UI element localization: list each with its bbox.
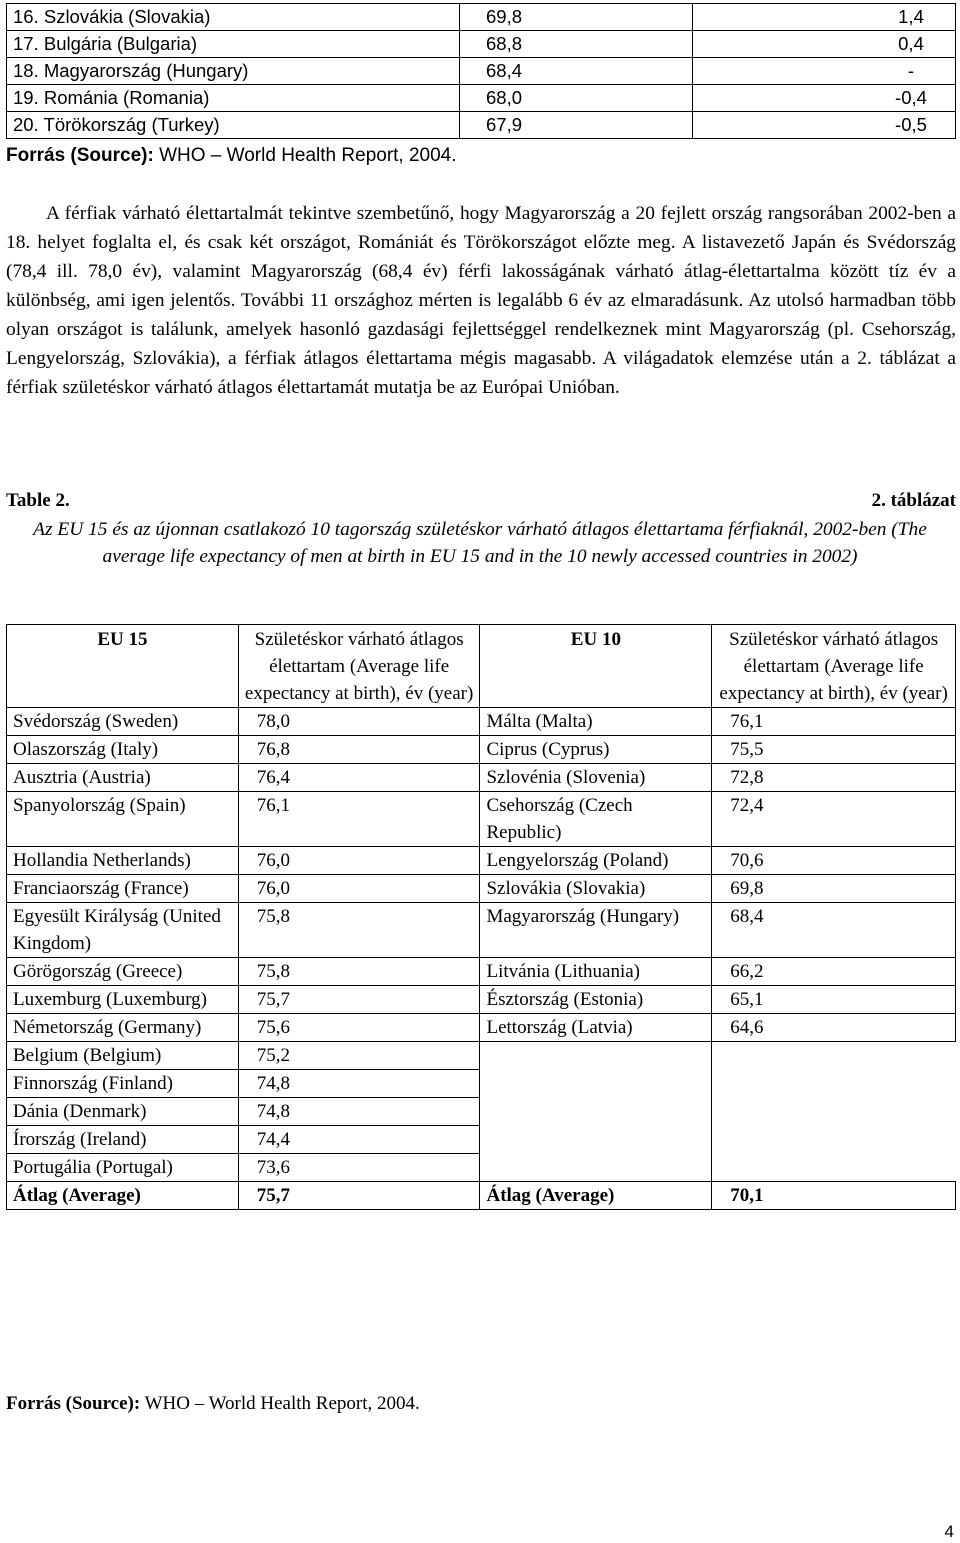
ranking-value: 68,8: [460, 31, 693, 58]
average-value-eu10: 70,1: [712, 1182, 956, 1210]
eu15-value: 74,4: [238, 1126, 480, 1154]
eu10-value: [712, 1154, 956, 1182]
table-row: [7, 1042, 956, 1070]
eu10-value: 72,8: [712, 764, 956, 792]
eu10-country: Lettország (Latvia): [480, 1014, 712, 1042]
eu10-value: 65,1: [712, 986, 956, 1014]
eu10-country: [480, 1126, 712, 1154]
eu10-value: 72,4: [712, 792, 956, 847]
ranking-diff: -0,4: [693, 85, 956, 112]
ranking-row: [7, 4, 956, 31]
eu15-country: Görögország (Greece): [7, 958, 239, 986]
eu15-country: Olaszország (Italy): [7, 736, 239, 764]
eu15-value: 75,2: [238, 1042, 480, 1070]
eu15-value: 76,4: [238, 764, 480, 792]
ranking-country: 18. Magyarország (Hungary): [7, 58, 460, 85]
eu10-value: [712, 1070, 956, 1098]
eu15-country: Finnország (Finland): [7, 1070, 239, 1098]
eu10-country: Szlovákia (Slovakia): [480, 875, 712, 903]
eu10-value: 64,6: [712, 1014, 956, 1042]
eu15-value: 78,0: [238, 708, 480, 736]
body-paragraph-text: A férfiak várható élettartalmát tekintve szembetűnő, hogy Magyarország a 20 fejlett ország rangsorában 2002-ben a 18. helyet foglalta el, és csak két országot, Romániát és Törökországot előzte meg. A listavezető Japán és Svédország (78,4 ill. 78,0 év), valamint Magyarország (68,4 év) férfi lakosságának várható átlag-élettartalma között tíz év a különbség, ami igen jelentős. További 11 országhoz mérten is legalább 6 év az elmaradásunk. Az utolsó harmadban több olyan országot is találunk, amelyek hasonló gazdasági fejlettséggel rendelkeznek mint Magyarország (pl. Csehország, Lengyelország, Szlovákia), a férfiak átlagos élettartama mégis magasabb. A világadatok elemzése után a 2. táblázat a férfiak születéskor várható átlagos élettartamát mutatja be az Európai Unióban.: [6, 203, 956, 398]
table-row: [7, 1098, 956, 1126]
eu15-country: Hollandia Netherlands): [7, 847, 239, 875]
eu10-value: 66,2: [712, 958, 956, 986]
ranking-diff: -0,5: [693, 112, 956, 139]
ranking-value: 67,9: [460, 112, 693, 139]
table-row: [7, 708, 956, 736]
header-eu10: EU 10: [480, 625, 712, 708]
table-row: [7, 792, 956, 847]
ranking-value: 69,8: [460, 4, 693, 31]
ranking-country: 16. Szlovákia (Slovakia): [7, 4, 460, 31]
eu15-value: 76,1: [238, 792, 480, 847]
ranking-diff: -: [693, 58, 956, 85]
eu15-value: 74,8: [238, 1070, 480, 1098]
table-row: [7, 764, 956, 792]
eu10-value: 75,5: [712, 736, 956, 764]
table-row: [7, 1014, 956, 1042]
table-average-row: [7, 1182, 956, 1210]
eu15-country: Egyesült Királyság (United Kingdom): [7, 903, 239, 958]
life-expectancy-table: [6, 624, 956, 1210]
eu10-value: [712, 1042, 956, 1070]
eu15-country: Luxemburg (Luxemburg): [7, 986, 239, 1014]
average-value-eu15: 75,7: [238, 1182, 480, 1210]
eu15-country: Németország (Germany): [7, 1014, 239, 1042]
eu10-country: Ciprus (Cyprus): [480, 736, 712, 764]
table-row: [7, 1070, 956, 1098]
table-row: [7, 736, 956, 764]
eu15-country: Franciaország (France): [7, 875, 239, 903]
eu10-country: Szlovénia (Slovenia): [480, 764, 712, 792]
top-source-label: Forrás (Source):: [6, 145, 154, 166]
ranking-value: 68,4: [460, 58, 693, 85]
eu10-country: Csehország (Czech Republic): [480, 792, 712, 847]
ranking-row: [7, 58, 956, 85]
eu10-value: 76,1: [712, 708, 956, 736]
eu15-value: 75,8: [238, 958, 480, 986]
table-label-en: Table 2.: [6, 490, 70, 511]
eu15-country: Belgium (Belgium): [7, 1042, 239, 1070]
eu10-country: [480, 1098, 712, 1126]
eu15-value: 73,6: [238, 1154, 480, 1182]
table-row: [7, 986, 956, 1014]
eu15-value: 75,6: [238, 1014, 480, 1042]
eu10-country: [480, 1042, 712, 1070]
ranking-country: 20. Törökország (Turkey): [7, 112, 460, 139]
ranking-country: 17. Bulgária (Bulgaria): [7, 31, 460, 58]
eu15-value: 75,8: [238, 903, 480, 958]
eu10-country: Litvánia (Lithuania): [480, 958, 712, 986]
eu10-country: Észtország (Estonia): [480, 986, 712, 1014]
top-source-line: [6, 145, 457, 167]
eu15-value: 74,8: [238, 1098, 480, 1126]
eu15-value: 75,7: [238, 986, 480, 1014]
table-row: [7, 958, 956, 986]
eu10-country: [480, 1154, 712, 1182]
page-number: 4: [944, 1522, 954, 1541]
average-label-eu10: Átlag (Average): [480, 1182, 712, 1210]
ranking-diff: 1,4: [693, 4, 956, 31]
table-row: [7, 847, 956, 875]
eu10-value: 68,4: [712, 903, 956, 958]
eu15-value: 76,8: [238, 736, 480, 764]
table-label-row: [6, 490, 956, 512]
eu10-country: Lengyelország (Poland): [480, 847, 712, 875]
table-caption: Az EU 15 és az újonnan csatlakozó 10 tagország születéskor várható átlagos élettartama férfiaknál, 2002-ben (The average life expectancy of men at birth in EU 15 and in the 10 newly accessed countries in 2002): [33, 519, 927, 567]
eu10-value: 69,8: [712, 875, 956, 903]
ranking-table-continuation: [6, 3, 956, 139]
eu15-country: Spanyolország (Spain): [7, 792, 239, 847]
ranking-row: [7, 112, 956, 139]
eu15-country: Svédország (Sweden): [7, 708, 239, 736]
eu10-value: [712, 1126, 956, 1154]
table-label-hu: 2. táblázat: [871, 490, 956, 511]
table-row: [7, 903, 956, 958]
eu15-value: 76,0: [238, 875, 480, 903]
table-row: [7, 875, 956, 903]
header-eu15: EU 15: [7, 625, 239, 708]
average-label-eu15: Átlag (Average): [7, 1182, 239, 1210]
eu15-country: Ausztria (Austria): [7, 764, 239, 792]
table-row: [7, 1154, 956, 1182]
eu15-country: Portugália (Portugal): [7, 1154, 239, 1182]
table-row: [7, 1126, 956, 1154]
source-text: WHO – World Health Report, 2004.: [140, 1393, 420, 1414]
top-source-text: WHO – World Health Report, 2004.: [153, 145, 457, 166]
header-life-eu10: Születéskor várható átlagos élettartam (Average life expectancy at birth), év (year): [712, 625, 956, 708]
ranking-row: [7, 85, 956, 112]
eu15-value: 76,0: [238, 847, 480, 875]
ranking-row: [7, 31, 956, 58]
header-life-eu15: Születéskor várható átlagos élettartam (Average life expectancy at birth), év (year): [238, 625, 480, 708]
eu10-country: Magyarország (Hungary): [480, 903, 712, 958]
source-line: [6, 1393, 420, 1415]
ranking-diff: 0,4: [693, 31, 956, 58]
ranking-country: 19. Románia (Romania): [7, 85, 460, 112]
eu15-country: Dánia (Denmark): [7, 1098, 239, 1126]
source-label: Forrás (Source):: [6, 1393, 141, 1414]
ranking-value: 68,0: [460, 85, 693, 112]
eu10-country: [480, 1070, 712, 1098]
eu10-value: [712, 1098, 956, 1126]
eu15-country: Írország (Ireland): [7, 1126, 239, 1154]
eu10-country: Málta (Malta): [480, 708, 712, 736]
body-paragraph: [6, 199, 956, 402]
eu10-value: 70,6: [712, 847, 956, 875]
table-header-row: [7, 625, 956, 708]
